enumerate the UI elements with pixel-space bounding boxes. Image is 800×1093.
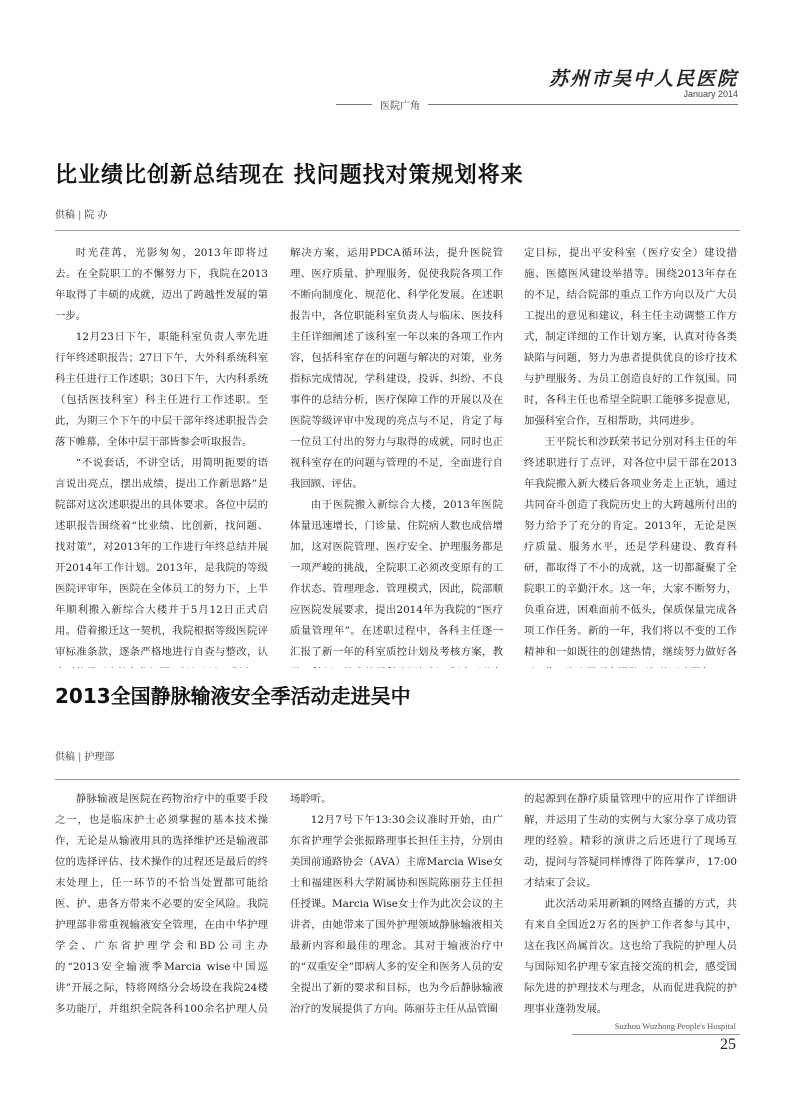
article2-byline [55,748,114,763]
byline-separator: | [78,210,82,221]
byline-author: 院 办 [84,210,108,221]
section-label: 医院广角 [372,97,428,112]
hospital-name: 苏州市吴中人民医院 [548,68,738,90]
paragraph: 此次活动采用新颖的网络直播的方式，共有来自全国近2万名的医护工作者参与其中，这在我区尚属首次。这也给了我院的护理人员与国际知名护理专家直接交流的机会，感受国际先进的护理技术与理念，从而促进我院的护理事业蓬勃发展。 [524,898,737,1015]
issue-date: January 2014 [683,89,738,99]
article2-column-2 [290,789,503,1024]
page-number: 25 [720,1036,736,1053]
paragraph: 王平院长和沙跃荣书记分别对科主任的年终述职进行了点评，对各位中层干部在2013年我院搬入新大楼后各项业务走上正轨，通过共同奋斗创造了我院历史上的大跨越所付出的努力给予了充分的肯定。2013年，无论是医疗质量、服务水平，还是学科建设、教育科研，都取得了不小的成就，这一切都凝聚了全院职工的辛勤汗水。这一年，大家不断努力，负重奋进，困难面前不低头，保质保量完成各项工作任务。新的一年，我们将以不变的工作精神和一如既往的创建热情，继续努力做好各 [524,436,737,658]
paragraph: “不说套话，不讲空话，用简明扼要的语言说出亮点，摆出成绩，提出工作新思路”是院部对这次述职提出的具体要求。各位中层的述职报告围绕着“比业绩、比创新，找问题、找对策”，对2013年的工作进行年终总结并展开2014年工作计划。2013年，是我院的等级医院评审年，医院在全体员工的努力下，上半年顺利搬入新综合大楼并于5月12日正式启用。借着搬迁这一契机，我院根据等级医院评审标准条款，逐条严格地进行自查与整改，认 [55,457,268,658]
paragraph: 12月7号下午13:30会议准时开始，由广东省护理学会张振路理事长担任主持，分别由美国前通路协会（AVA）主席Marcia Wise女士和福建医科大学附属协和医院陈丽芬主任担任授课。Marcia Wise女士作为此次会议的主讲者，由她带来了国外护理领域静脉输液相关最新内容和最佳的理念。其对于输液治疗中的“双重安全”即病人多的安全和医务人员的安全提出了新的要求和目标，也为今后静脉输液治疗的发展提供了方向。陈丽芬主任从品管圈 [290,814,503,1015]
article2-column-1 [55,789,268,1024]
paragraph: 由于医院搬入新综合大楼，2013年医院体量迅速增长，门诊量、住院病人数也成倍增加，这对医院管理、医疗安全、护理服务都是一项严峻的挑战，全院职工必须改变原有的工作状态、管理理念、管理模式，因此，院部顺应医院发展要求，提出2014年为我院的“医疗质量管理年”。在述职过程中，各科主任逐一汇报了新一年的科室质控计划及考核方案，教 [290,499,503,658]
article1-column-3 [524,243,737,668]
article1-column-1 [55,243,268,668]
paragraph: 解决方案，运用PDCA循环法，提升医院管理、医疗质量、护理服务，促使我院各项工作不断向制度化、规范化、科学化发展。在述职报告中，各位职能科室负责人与临床、医技科主任详细阐述了该科室一年以来的各项工作内容，包括科室存在的问题与解决的对策，业务指标完成情况，学科建设，投诉、纠纷、不良事件的总结分析，医疗保障工作的开展以及在医院等级评审中发现的亮点与不足，肯定了每一位员工付出的努力与取得的成就，同时也正视科室存在的问题与管理的不足，全面进行自我回顾、评估。 [290,247,503,490]
paragraph: 静脉输液是医院在药物治疗中的重要手段之一，也是临床护士必须掌握的基本技术操作，无论是从输液用具的选择维护还是输液部位的选择评估、技术操作的过程还是最后的终末处理上，任一环节的不恰当处置都可能给医、护、患各方带来不必要的安全风险。我院护理部非常重视输液安全管理，在由中华护理学会、广东省护理学会和BD公司主办的“2013安全输液季Marcia wise中国巡讲”开展之际，特将网络分会场设在我院24楼多功能厅，并组织全院各科100余名护理人员 [55,793,268,1015]
byline-separator: | [78,752,82,763]
article1-column-2 [290,243,503,668]
paragraph: 场聆听。 [290,793,332,805]
byline-label: 供稿 [55,752,75,763]
article1-title: 比业绩比创新总结现在 找问题找对策规划将来 [55,163,524,188]
paragraph: 12月23日下午，职能科室负责人率先进行年终述职报告；27日下午，大外科系统科室科主任进行工作述职；30日下午，大内科系统（包括医技科室）科主任进行工作述职。至此，为期三个下午的中层干部年终述职报告会落下帷幕，全体中层干部皆参会听取报告。 [55,331,268,448]
byline-author: 护理部 [84,752,115,763]
footer-hospital-name: Suzhou Wuzhong People's Hospital [614,1021,736,1031]
byline-label: 供稿 [55,210,75,221]
footer-divider [572,1034,740,1035]
article1-divider [55,230,740,231]
paragraph: 时光荏苒，光影匆匆，2013年即将过去。在全院职工的不懈努力下，我院在2013年取得了丰硕的成就，迈出了跨越性发展的第一步。 [55,247,268,322]
article2-divider [55,779,740,780]
article1-byline [55,206,108,221]
article2-column-3 [524,789,737,1024]
paragraph: 的起源到在静疗质量管理中的应用作了详细讲解，并运用了生动的实例与大家分享了成功管理的经验。精彩的演讲之后还进行了现场互动，提问与答疑同样博得了阵阵掌声，17:00才结束了会议。 [524,793,737,889]
paragraph: 定目标，提出平安科室（医疗安全）建设措施、医德医风建设举措等。围绕2013年存在的不足，结合院部的重点工作方向以及广大员工提出的意见和建议，科主任主动调整工作方式，制定详细的工作计划方案，认真对待各类缺陷与问题，努力为患者提供优良的诊疗技术与护理服务、为员工创造良好的工作氛围。同时，各科主任也希望全院职工能够多提意见，加强科室合作，互相帮助，共同进步。 [524,247,737,427]
article2-title: 2013全国静脉输液安全季活动走进吴中 [55,684,411,708]
masthead [0,60,800,110]
